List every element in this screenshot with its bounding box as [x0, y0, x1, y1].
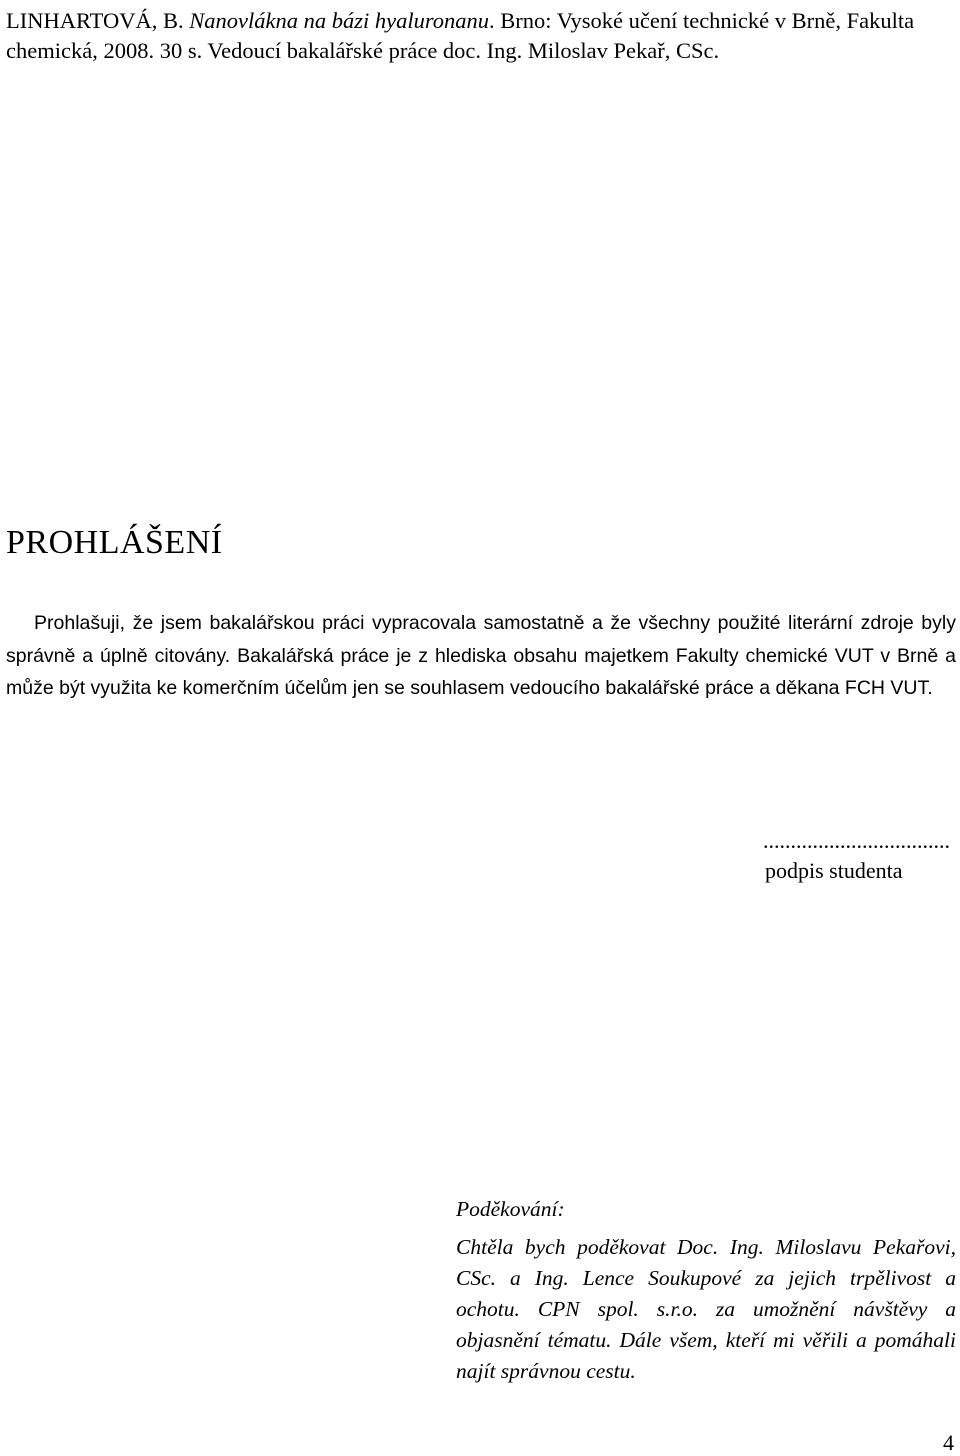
- page-number: 4: [943, 1430, 954, 1455]
- declaration-text: Prohlašuji, že jsem bakalářskou práci vypracovala samostatně a že všechny použité literární zdroje byly správně a úplně citovány. Bakalářská práce je z hlediska obsahu majetkem Fakulty chemické VUT v Brně a může být využita ke komerčním účelům jen se souhlasem vedoucího bakalářské práce a děkana FCH VUT.: [6, 612, 956, 699]
- declaration-heading: PROHLÁŠENÍ: [6, 524, 223, 561]
- bibliographic-citation: [6, 6, 956, 66]
- citation-author: LINHARTOVÁ, B.: [6, 8, 184, 33]
- acknowledgement-text: Chtěla bych poděkovat Doc. Ing. Miloslavu Pekařovi, CSc. a Ing. Lence Soukupové za jejich trpělivost a ochotu. CPN spol. s.r.o. za umožnění návštěvy a objasnění tématu. Dále všem, kteří mi věřili a pomáhali najít správnou cestu.: [456, 1235, 956, 1383]
- signature-line: ..................................: [763, 828, 950, 853]
- acknowledgement-heading: Poděkování:: [456, 1197, 565, 1221]
- signature-label: podpis studenta: [765, 858, 903, 883]
- citation-details: . Brno: Vysoké učení technické v Brně, Fakulta chemická, 2008. 30 s. Vedoucí bakalářské práce doc. Ing. Miloslav Pekař, CSc.: [6, 8, 915, 63]
- signature-block: [750, 826, 950, 886]
- citation-title: Nanovlákna na bázi hyaluronanu: [189, 8, 490, 33]
